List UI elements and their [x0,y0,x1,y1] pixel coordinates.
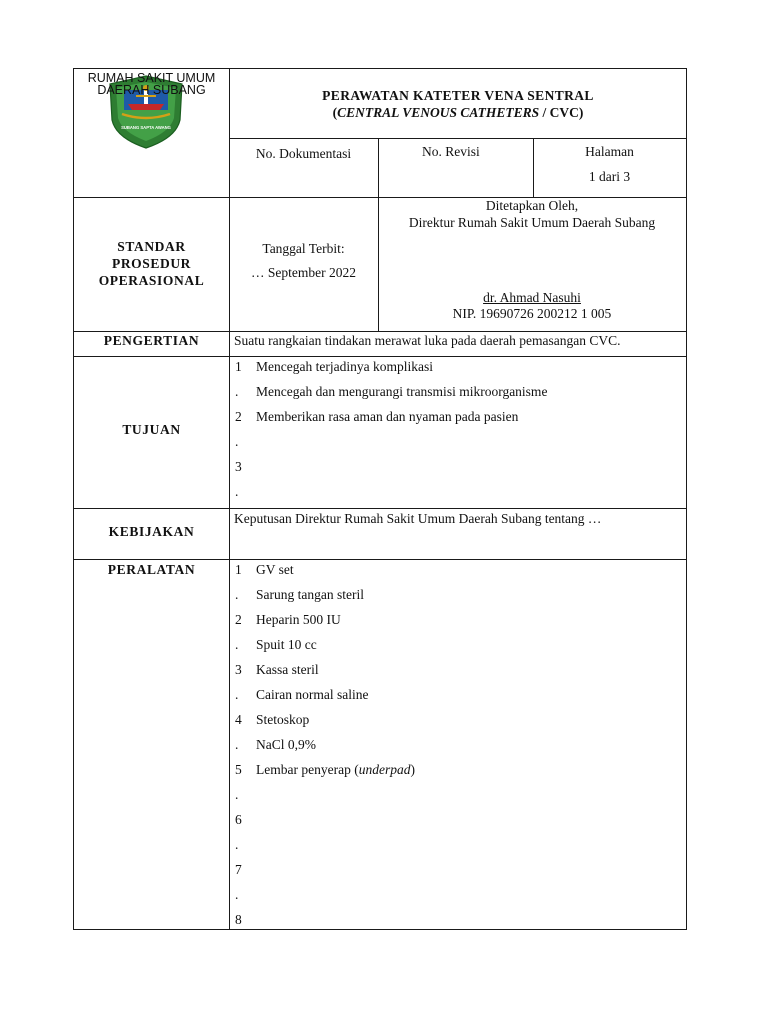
peralatan-item-underpad [256,762,415,778]
peralatan-marker: 7 [235,862,242,877]
peralatan-marker: 5 [235,762,242,777]
peralatan-marker: . [235,787,239,802]
subtitle-suffix: / CVC) [539,105,584,120]
peralatan-marker: . [235,587,239,602]
underpad-italic: underpad [358,762,411,777]
peralatan-marker: . [235,887,239,902]
tujuan-item: Memberikan rasa aman dan nyaman pada pasien [256,409,519,424]
peralatan-marker: 1 [235,562,242,577]
no-revisi-label: No. Revisi [422,144,480,159]
row-divider-title [229,138,687,139]
peralatan-item: Cairan normal saline [256,687,369,702]
tujuan-marker: 2 [235,409,242,424]
peralatan-label: PERALATAN [107,562,196,577]
peralatan-marker: 8 [235,912,242,927]
direktur-title: Direktur Rumah Sakit Umum Daerah Subang [408,215,656,230]
peralatan-item: GV set [256,562,294,577]
tujuan-marker: . [235,484,239,499]
sop-label-line1: STANDAR [117,239,186,254]
hospital-name-line2: DAERAH SUBANG [97,83,206,97]
row-divider-pengertian [73,356,687,357]
peralatan-marker: . [235,837,239,852]
peralatan-marker: . [235,637,239,652]
director-nip: NIP. 19690726 200212 1 005 [452,306,612,321]
no-dokumentasi-label: No. Dokumentasi [255,146,352,161]
tujuan-marker: 1 [235,359,242,374]
border-top [73,68,687,69]
tujuan-marker: 3 [235,459,242,474]
peralatan-marker: . [235,687,239,702]
kebijakan-text: Keputusan Direktur Rumah Sakit Umum Daerah Subang tentang … [234,511,602,526]
row-divider-tujuan [73,508,687,509]
peralatan-marker: 6 [235,812,242,827]
peralatan-item: Heparin 500 IU [256,612,341,627]
peralatan-item: Sarung tangan steril [256,587,364,602]
tujuan-item: Mencegah dan mengurangi transmisi mikroorganisme [256,384,548,399]
peralatan-item: NaCl 0,9% [256,737,316,752]
underpad-suffix: ) [410,762,415,777]
subtitle-italic: CENTRAL VENOUS CATHETERS [337,105,540,120]
peralatan-marker: 4 [235,712,242,727]
peralatan-item: Stetoskop [256,712,310,727]
page-title: PERAWATAN KATETER VENA SENTRAL [322,88,594,103]
row-divider-sop [73,331,687,332]
peralatan-marker: 2 [235,612,242,627]
emblem-motto-text: SUBANG SAPTA AWANG [121,125,171,130]
doc-divider-1 [378,138,379,198]
pengertian-text: Suatu rangkaian tindakan merawat luka pada daerah pemasangan CVC. [234,333,621,348]
kebijakan-label: KEBIJAKAN [108,524,195,539]
tujuan-item: Mencegah terjadinya komplikasi [256,359,433,374]
page-subtitle [229,105,687,121]
tujuan-label: TUJUAN [122,422,181,437]
subtitle-prefix: ( [332,105,338,120]
tanggal-terbit-value: … September 2022 [251,265,356,280]
peralatan-marker: . [235,737,239,752]
pengertian-label: PENGERTIAN [103,333,200,348]
tanggal-terbit-label: Tanggal Terbit: [262,241,345,256]
border-bottom [73,929,687,930]
underpad-prefix: Lembar penyerap ( [256,762,359,777]
ditetapkan-oleh: Ditetapkan Oleh, [485,198,579,213]
hospital-name-line1: RUMAH SAKIT UMUM [87,71,216,85]
peralatan-marker: 3 [235,662,242,677]
peralatan-item: Kassa steril [256,662,319,677]
sop-label-line2: PROSEDUR [111,256,192,271]
director-name: dr. Ahmad Nasuhi [483,290,581,305]
peralatan-item: Spuit 10 cc [256,637,317,652]
halaman-value: 1 dari 3 [588,169,631,184]
halaman-label: Halaman [585,144,634,159]
tujuan-marker: . [235,384,239,399]
tujuan-marker: . [235,434,239,449]
row-divider-kebijakan [73,559,687,560]
sop-label-line3: OPERASIONAL [98,273,205,288]
